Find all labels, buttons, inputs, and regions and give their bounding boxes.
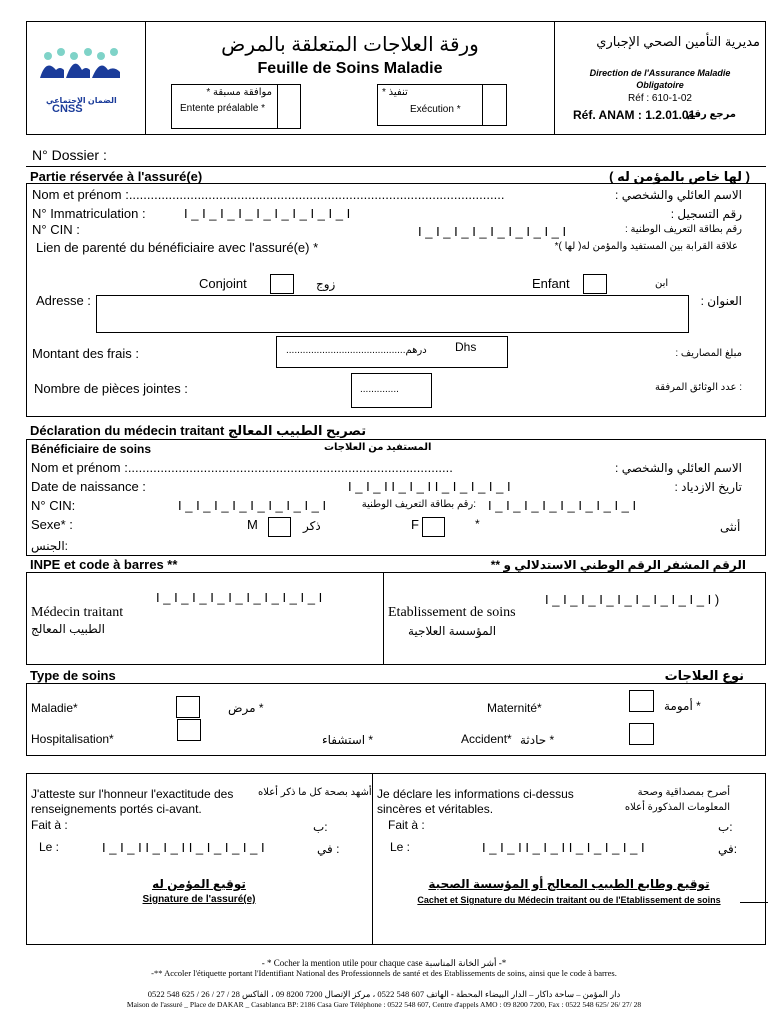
benef-cin-label: N° CIN: bbox=[31, 498, 76, 513]
left-fait-label: Fait à : bbox=[31, 818, 68, 832]
right-signature-french: Cachet et Signature du Médecin traitant ou de l'Etablissement de soins bbox=[417, 895, 721, 905]
assure-cin-arabic: رقم بطاقة التعريف الوطنية : bbox=[625, 224, 742, 235]
pieces-arabic: : عدد الوثائق المرفقة bbox=[654, 382, 742, 393]
pieces-value: .............. bbox=[360, 384, 399, 395]
conjoint-arabic: زوج bbox=[316, 277, 336, 291]
montant-arabic: مبلغ المصاريف : bbox=[675, 348, 742, 359]
medecin-traitant-arabic: الطبيب المعالج bbox=[31, 622, 105, 636]
benef-label: Bénéficiaire de soins bbox=[31, 442, 152, 456]
benef-cin-input-2[interactable]: I _ I _ I _ I _ I _ I _ I _ I _ I bbox=[488, 498, 637, 513]
footer-note-2: -** Accoler l'étiquette portant l'Identifiant National des Professionnels de santé et des Etablissements de soins, ainsi que le code à barres. bbox=[151, 968, 617, 978]
entente-checkbox[interactable] bbox=[278, 85, 300, 128]
hosp-checkbox[interactable] bbox=[177, 719, 201, 741]
benef-name-field[interactable]: Nom et prénom :.......................................................................................... bbox=[31, 460, 453, 475]
anam-ref: Réf. ANAM : 1.2.01.01 bbox=[573, 108, 696, 122]
lien-arabic: علاقة القرابة بين المستفيد والمؤمن له( لها )* bbox=[554, 241, 738, 252]
sexe-f-checkbox[interactable] bbox=[422, 517, 445, 537]
sexe-label: Sexe* : bbox=[31, 517, 73, 532]
benef-name-arabic: الاسم العائلي والشخصي : bbox=[615, 461, 742, 475]
atteste-arabic: أشهد بصحة كل ما ذكر أعلاه bbox=[258, 787, 372, 798]
benef-arabic: المستفيد من العلاجات bbox=[324, 442, 432, 453]
right-date-input[interactable]: I _ I _ I I _ I _ I I _ I _ I _ I _ I bbox=[482, 840, 645, 855]
adresse-label: Adresse : bbox=[36, 293, 91, 308]
declare-arabic-1: أصرح بمصداقية وصحة bbox=[637, 787, 730, 798]
enfant-label: Enfant bbox=[532, 276, 570, 291]
left-date-input[interactable]: I _ I _ I I _ I _ I I _ I _ I _ I _ I bbox=[102, 840, 265, 855]
inpe-medecin-input[interactable]: I _ I _ I _ I _ I _ I _ I _ I _ I _ I bbox=[156, 590, 323, 605]
right-le-arabic: في: bbox=[718, 842, 738, 856]
assure-name-field[interactable]: Nom et prénom :........................................................................................................ bbox=[32, 187, 505, 202]
left-signature-arabic: توقيع المؤمن له bbox=[152, 877, 246, 891]
footer-address-arabic: دار المؤمن – ساحة داكار – الدار البيضاء المحطة - الهاتف 607 548 0522 ، مركز الإتصال 7200 8200 09 ، الفاكس 28 / 27 / 26 / 625 548 0522 bbox=[147, 989, 621, 999]
logo-arabic-text: الضمان الإجتماعي bbox=[46, 96, 117, 105]
inpe-heading: INPE et code à barres ** bbox=[30, 557, 178, 572]
execution-french: Exécution * bbox=[410, 104, 461, 115]
naissance-input[interactable]: I _ I _ I I _ I _ I I _ I _ I _ I _ I bbox=[348, 479, 511, 494]
maternite-checkbox[interactable] bbox=[629, 690, 654, 712]
sexe-m-label: M bbox=[247, 517, 258, 532]
anam-arabic: مرجع رقم bbox=[686, 109, 736, 120]
conjoint-label: Conjoint bbox=[199, 276, 247, 291]
declare-arabic-2: المعلومات المذكورة أعلاه bbox=[624, 802, 730, 813]
inpe-etab-input[interactable]: I _ I _ I _ I _ I _ I _ I _ I _ I _ I ) bbox=[545, 592, 720, 607]
soins-frame bbox=[26, 683, 766, 756]
title-arabic: ورقة العلاجات المتعلقة بالمرض bbox=[221, 34, 479, 56]
execution-checkbox[interactable] bbox=[483, 85, 506, 125]
etab-arabic: المؤسسة العلاجية bbox=[408, 624, 497, 638]
hosp-arabic: استشفاء * bbox=[322, 733, 374, 747]
sexe-arabic: الجنس: bbox=[31, 539, 68, 553]
benef-cin-input[interactable]: I _ I _ I _ I _ I _ I _ I _ I _ I bbox=[178, 498, 327, 513]
benef-cin-arabic: :رقم بطاقة التعريف الوطنية bbox=[361, 499, 476, 510]
entente-french: Entente préalable * bbox=[180, 103, 266, 114]
direction-french-2: Obligatoire bbox=[636, 80, 684, 90]
entente-arabic: موافقة مسبقة * bbox=[206, 87, 272, 98]
maladie-checkbox[interactable] bbox=[176, 696, 200, 718]
enfant-checkbox[interactable] bbox=[583, 274, 607, 294]
accident-label: Accident* bbox=[461, 732, 512, 746]
maternite-label: Maternité* bbox=[487, 701, 542, 715]
title-french: Feuille de Soins Maladie bbox=[257, 60, 443, 77]
assure-name-arabic: الاسم العائلي والشخصي : bbox=[615, 188, 742, 202]
immat-input[interactable]: I _ I _ I _ I _ I _ I _ I _ I _ I _ I bbox=[184, 206, 351, 221]
accident-checkbox[interactable] bbox=[629, 723, 654, 745]
declare-line-1: Je déclare les informations ci-dessus bbox=[377, 787, 574, 801]
left-fait-arabic: ب: bbox=[313, 820, 328, 834]
assure-cin-label: N° CIN : bbox=[32, 222, 80, 237]
soins-heading: Type de soins bbox=[30, 668, 116, 683]
montant-value: ...........................................درهم bbox=[286, 345, 427, 356]
soins-heading-arabic: نوع العلاجات bbox=[664, 668, 744, 683]
left-le-arabic: في : bbox=[317, 842, 340, 856]
direction-arabic: مديرية التأمين الصحي الإجباري bbox=[596, 34, 760, 49]
sexe-f-arabic: أنثى bbox=[720, 520, 741, 534]
right-fait-arabic: ب: bbox=[718, 820, 733, 834]
assure-heading-arabic: ( لها خاص بالمؤمن له ) bbox=[609, 169, 750, 184]
assure-heading: Partie réservée à l'assuré(e) bbox=[30, 169, 203, 184]
cnss-logo-icon bbox=[36, 48, 126, 92]
maternite-arabic: أمومة * bbox=[664, 699, 701, 713]
immat-label: N° Immatriculation : bbox=[32, 206, 146, 221]
maladie-label: Maladie* bbox=[31, 701, 78, 715]
sexe-f-star: * bbox=[475, 517, 480, 531]
montant-unit: Dhs bbox=[455, 340, 477, 354]
footer-address-french: Maison de l'assuré _ Place de DAKAR _ Casablanca BP: 2186 Casa Gare Téléphone : 0522 548 607, Centre d'appels AMO : 09 8200 7200, Fax : 0522 548 625/ 26/ 27/ 28 bbox=[126, 1000, 642, 1009]
inpe-heading-arabic: الرقم المشفر الرقم الوطني الاستدلالي و ** bbox=[490, 558, 746, 572]
montant-label: Montant des frais : bbox=[32, 346, 139, 361]
conjoint-checkbox[interactable] bbox=[270, 274, 294, 294]
dossier-label: N° Dossier : bbox=[32, 147, 107, 163]
sexe-m-checkbox[interactable] bbox=[268, 517, 291, 537]
adresse-arabic: العنوان : bbox=[700, 294, 742, 308]
lien-label: Lien de parenté du bénéficiaire avec l'assuré(e) * bbox=[36, 240, 319, 255]
enfant-arabic: ابن bbox=[655, 278, 669, 289]
right-le-label: Le : bbox=[390, 840, 411, 854]
direction-french-1: Direction de l'Assurance Maladie bbox=[589, 68, 731, 78]
assure-cin-input[interactable]: I _ I _ I _ I _ I _ I _ I _ I _ I bbox=[418, 224, 567, 239]
left-signature-french: Signature de l'assuré(e) bbox=[142, 894, 256, 905]
signature-divider bbox=[372, 773, 373, 945]
right-signature-arabic: توقيع وطابع الطبيب المعالج أو المؤسسة الصحية bbox=[428, 877, 710, 891]
medecin-heading: Déclaration du médecin traitant تصريح الطبيب المعالج bbox=[30, 423, 367, 438]
sexe-f-label: F bbox=[411, 517, 419, 532]
atteste-line-2: renseignements portés ci-avant. bbox=[31, 802, 202, 816]
maladie-arabic: مرض * bbox=[228, 701, 264, 715]
inpe-divider bbox=[383, 572, 384, 665]
declare-line-2: sincères et véritables. bbox=[377, 802, 494, 816]
adresse-input[interactable] bbox=[96, 295, 689, 333]
naissance-arabic: تاريخ الازدياد : bbox=[674, 480, 742, 494]
immat-arabic: رقم التسجيل : bbox=[670, 207, 742, 221]
header-divider-right bbox=[554, 21, 555, 135]
naissance-label: Date de naissance : bbox=[31, 479, 146, 494]
execution-arabic: تنفيذ * bbox=[382, 87, 408, 98]
pieces-label: Nombre de pièces jointes : bbox=[34, 381, 188, 396]
sexe-m-arabic: ذكر bbox=[303, 519, 321, 533]
dossier-line bbox=[26, 166, 766, 167]
right-fait-label: Fait à : bbox=[388, 818, 425, 832]
medecin-traitant-label: Médecin traitant bbox=[31, 605, 124, 620]
etab-label: Etablissement de soins bbox=[388, 605, 516, 620]
footer-note-1: - * Cocher la mention utile pour chaque case أشر الخانة المناسبة -* bbox=[261, 958, 507, 968]
accident-arabic: حادثة * bbox=[520, 733, 555, 747]
ref-code: Réf : 610-1-02 bbox=[628, 93, 692, 104]
header-divider-left bbox=[145, 21, 146, 135]
hosp-label: Hospitalisation* bbox=[31, 732, 114, 746]
logo-cnss-text: CNSS bbox=[52, 103, 83, 115]
atteste-line-1: J'atteste sur l'honneur l'exactitude des bbox=[31, 787, 234, 801]
left-le-label: Le : bbox=[39, 840, 60, 854]
